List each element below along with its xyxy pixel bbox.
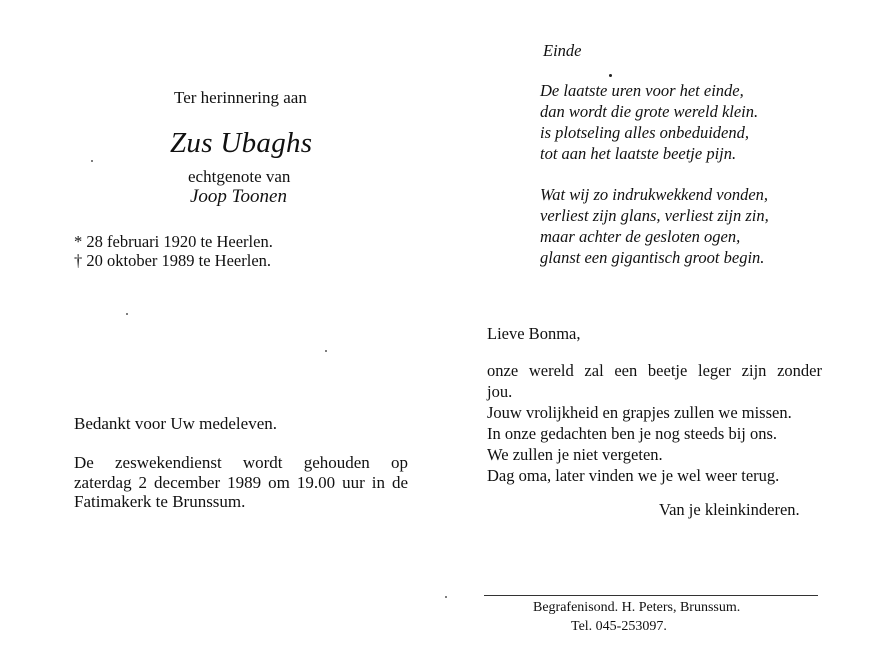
scan-speck — [91, 160, 93, 162]
scan-speck — [445, 596, 447, 598]
poem-stanza-2 — [540, 184, 769, 268]
birth-line: * 28 februari 1920 te Heerlen. — [74, 232, 273, 251]
letter-line: In onze gedachten ben je nog steeds bij ons. — [487, 424, 778, 443]
funeral-home: Begrafenisond. H. Peters, Brunssum. — [533, 600, 741, 615]
poem-title: Einde — [543, 41, 582, 60]
service-line: zaterdag 2 december 1989 om 19.00 uur in de — [74, 472, 408, 492]
ink-dot — [609, 74, 612, 77]
letter-line: jou. — [487, 382, 513, 401]
intro-text: Ter herinnering aan — [174, 88, 307, 107]
spouse-label: echtgenote van — [188, 167, 291, 186]
letter-signature: Van je kleinkinderen. — [659, 500, 800, 519]
funeral-home-phone: Tel. 045-253097. — [571, 619, 667, 634]
service-line: Fatimakerk te Brunssum. — [74, 492, 246, 511]
poem-line: dan wordt die grote wereld klein. — [540, 102, 759, 121]
service-line: De zeswekendienst wordt gehouden op — [74, 453, 408, 472]
poem-line: De laatste uren voor het einde, — [540, 81, 744, 100]
scan-speck — [126, 313, 128, 315]
deceased-name: Zus Ubaghs — [170, 127, 313, 159]
poem-line: glanst een gigantisch groot begin. — [540, 248, 765, 267]
thanks-text: Bedankt voor Uw medeleven. — [74, 414, 277, 433]
poem-line: maar achter de gesloten ogen, — [540, 227, 741, 246]
letter-line: We zullen je niet vergeten. — [487, 445, 663, 464]
letter-greeting: Lieve Bonma, — [487, 324, 581, 343]
spouse-name: Joop Toonen — [190, 186, 287, 207]
letter-line: Dag oma, later vinden we je wel weer terug. — [487, 466, 780, 485]
footer-divider — [484, 595, 818, 596]
service-notice — [74, 453, 408, 512]
poem-stanza-1 — [540, 80, 758, 164]
letter-line: onze wereld zal een beetje leger zijn zonder — [487, 361, 822, 380]
scan-speck — [325, 350, 327, 352]
letter-body — [487, 360, 822, 486]
poem-line: verliest zijn glans, verliest zijn zin, — [540, 206, 769, 225]
letter-line: Jouw vrolijkheid en grapjes zullen we missen. — [487, 403, 792, 422]
death-line: † 20 oktober 1989 te Heerlen. — [74, 251, 272, 270]
poem-line: tot aan het laatste beetje pijn. — [540, 144, 737, 163]
poem-line: is plotseling alles onbeduidend, — [540, 123, 749, 142]
poem-line: Wat wij zo indrukwekkend vonden, — [540, 185, 769, 204]
